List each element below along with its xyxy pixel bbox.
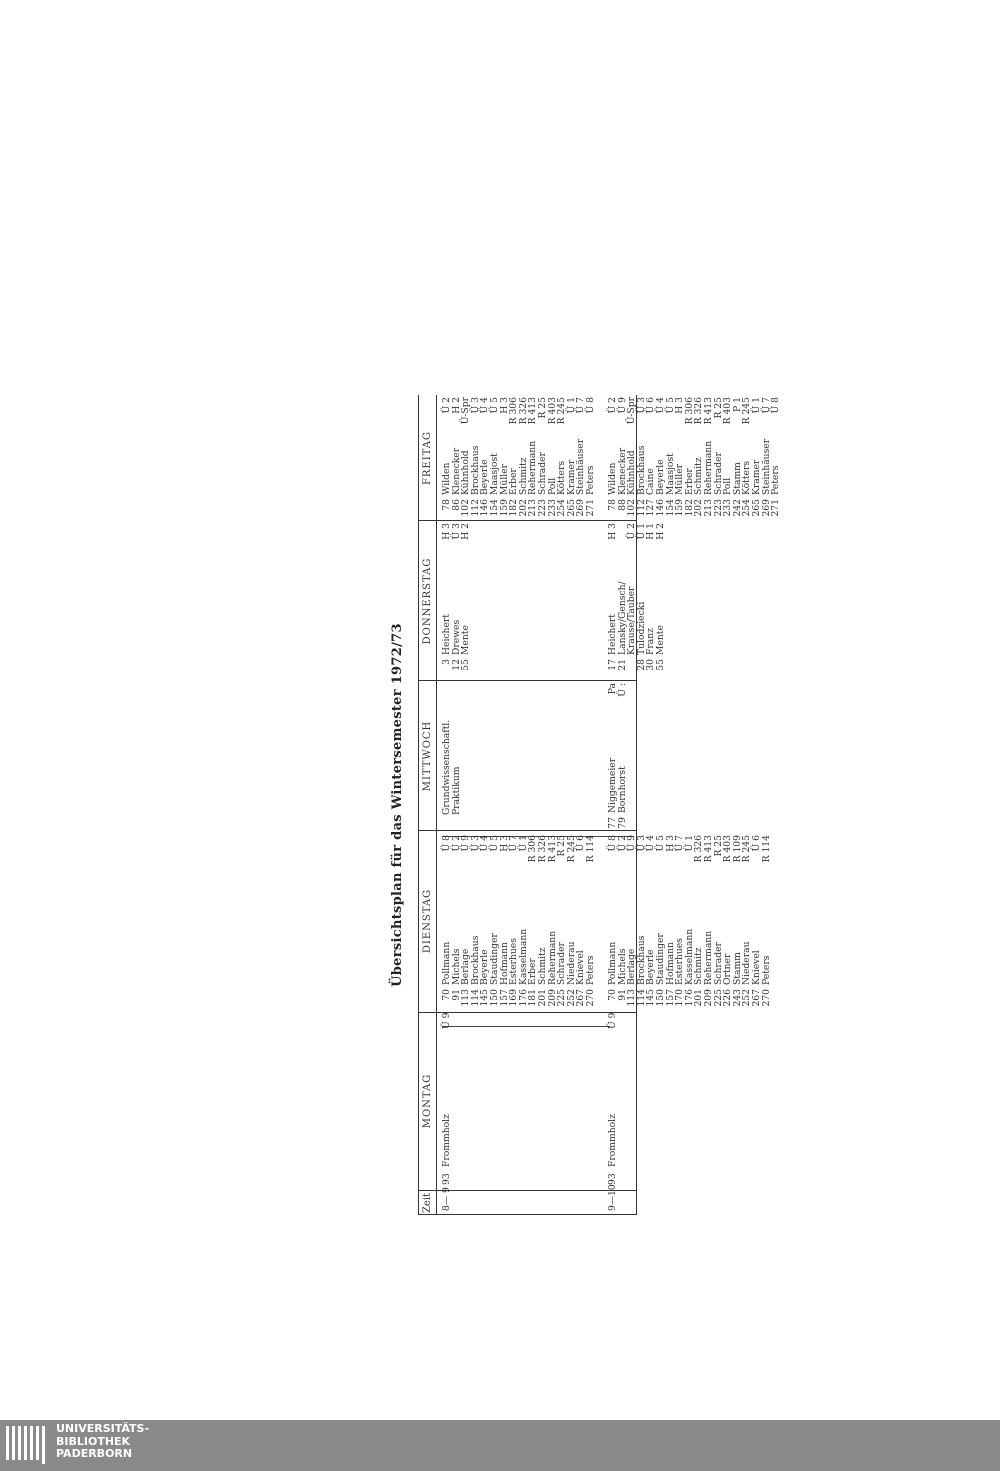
timetable-rotated-slot2 <box>608 395 828 1215</box>
slot2-mittwoch-rooms: Pa Ü : <box>607 683 628 697</box>
header-donnerstag: DONNERSTAG <box>422 557 433 645</box>
slot1-donnerstag-names: Heichert Drewes Mente <box>441 614 472 655</box>
col-sep-donnerstag <box>418 520 636 521</box>
header-mittwoch: MITTWOCH <box>422 720 433 792</box>
slot2-freitag-names: Wilden Klenecker Kühnhold Brockhaus Caine Beyerle Maasjost Müller Erber Schmitz Rehermann Schrader Poll Stamm Kötters Kramer Steinhäuser Peters <box>607 438 782 495</box>
slot2-dienstag-rooms: Ü 8 Ü 2 Ü 9 Ü 3 Ü 4 Ü 5 H 3 Ü 7 Ü 1 R 326 R 413 R 25 R 403 R 109 R 245 Ü 6 R 114 <box>607 835 772 863</box>
slot2-mittwoch-names: Niggemeier Bornhorst <box>607 757 628 813</box>
slot2-donnerstag-nums: 17 21 28 30 55 <box>607 659 666 671</box>
slot2-montag-room: Ü 9 <box>607 1012 618 1029</box>
header-zeit: Zeit <box>422 1192 433 1214</box>
slot2-dienstag-names: Pollmann Michels Berlage Brockhaus Beyerle Staudinger Hofmann Esterhues Kasselmann Schmitz Rehermann Schrader Ortner Stamm Niederau Knievel Peters <box>607 928 772 985</box>
library-footer-bar <box>0 1420 1000 1471</box>
slot2-montag-num: 93 <box>607 1173 618 1185</box>
slot1-end-rule <box>442 1026 610 1027</box>
slot1-mittwoch-names: Grundwissenschaftl. Praktikum <box>441 719 462 815</box>
slot2-donnerstag-rooms: H 3 Ü 2 Ü 1 H 1 H 2 <box>607 523 666 540</box>
slot2-dienstag-nums: 70 91 113 114 145 150 157 170 176 201 209 225 226 243 252 267 270 <box>607 989 772 1007</box>
slot2-mittwoch-nums: 77 79 <box>607 817 628 829</box>
slot1-montag-room: Ü 9 <box>441 1012 452 1029</box>
slot1-dienstag-names: Pollmann Michels Berlage Brockhaus Beyerle Staudinger Hofmann Esterhues Kasselmann Erber Schmitz Rehermann Schrader Niederau Knievel Peters <box>441 928 596 985</box>
library-name-line1: UNIVERSITÄTS- <box>56 1422 150 1435</box>
header-rule <box>436 395 437 1215</box>
col-sep-dienstag <box>418 830 636 831</box>
slot2-donnerstag-names: Heichert Lansky/Gensch/ Krause/Tauber Tulodziecki Franz Mente <box>607 581 666 655</box>
col-sep-mittwoch <box>418 680 636 681</box>
slot1-donnerstag-nums: 3 12 55 <box>441 659 472 671</box>
header-freitag: FREITAG <box>422 430 433 486</box>
table-left-rule <box>418 1214 636 1215</box>
slot1-freitag-names: Wilden Klenecker Kühnhold Brockhaus Beyerle Maasjost Müller Erber Schmitz Rehermann Schrader Poll Kötters Kramer Steinhäuser Peters <box>441 438 596 495</box>
page-title: Übersichtsplan für das Wintersemester 1972/73 <box>390 623 405 987</box>
slot2-freitag-rooms: Ü 2 Ü 9 Ü-Spr Ü 3 Ü 6 Ü 4 Ü 5 H 3 R 306 R 326 R 413 R 25 R 403 P 1 R 245 Ü 1 Ü 7 Ü 8 <box>607 397 782 425</box>
slot1-montag-name: Frommholz <box>441 1114 452 1167</box>
table-top-rule <box>418 395 419 1215</box>
library-name-line3: PADERBORN <box>56 1447 133 1460</box>
slot1-freitag-nums: 78 86 102 112 146 154 159 182 202 213 223 233 254 265 269 271 <box>441 499 596 517</box>
library-logo-icon <box>5 1424 47 1464</box>
header-montag: MONTAG <box>422 1073 433 1129</box>
slot1-zeit: 8— 9 <box>441 1187 452 1211</box>
slot1-dienstag-nums: 70 91 113 114 145 150 157 169 176 181 201 209 225 252 267 270 <box>441 989 596 1007</box>
slot1-montag-num: 93 <box>441 1173 452 1185</box>
slot1-donnerstag-rooms: H 3 Ü 3 H 2 <box>441 523 472 540</box>
library-name-line2: BIBLIOTHEK <box>56 1434 131 1448</box>
timetable-rotated <box>390 395 638 1215</box>
slot2-freitag-nums: 78 88 102 112 127 146 154 159 182 202 213 223 233 242 254 265 269 271 <box>607 499 782 517</box>
slot2-montag-name: Frommholz <box>607 1114 618 1167</box>
header-dienstag: DIENSTAG <box>422 888 433 954</box>
library-name <box>56 1423 149 1461</box>
slot2-zeit: 9—10 <box>607 1184 618 1211</box>
slot1-dienstag-rooms: Ü 8 Ü 2 Ü 9 Ü 3 Ü 4 Ü 5 H 3 Ü 7 Ü 1 R 306 R 326 R 413 R 25 R 245 Ü 6 R 114 <box>441 835 596 863</box>
slot1-freitag-rooms: Ü 2 H 2 Ü-Spr Ü 3 Ü 4 Ü 5 H 3 R 306 R 326 R 413 R 25 R 403 R 245 Ü 1 Ü 7 Ü 8 <box>441 397 596 425</box>
